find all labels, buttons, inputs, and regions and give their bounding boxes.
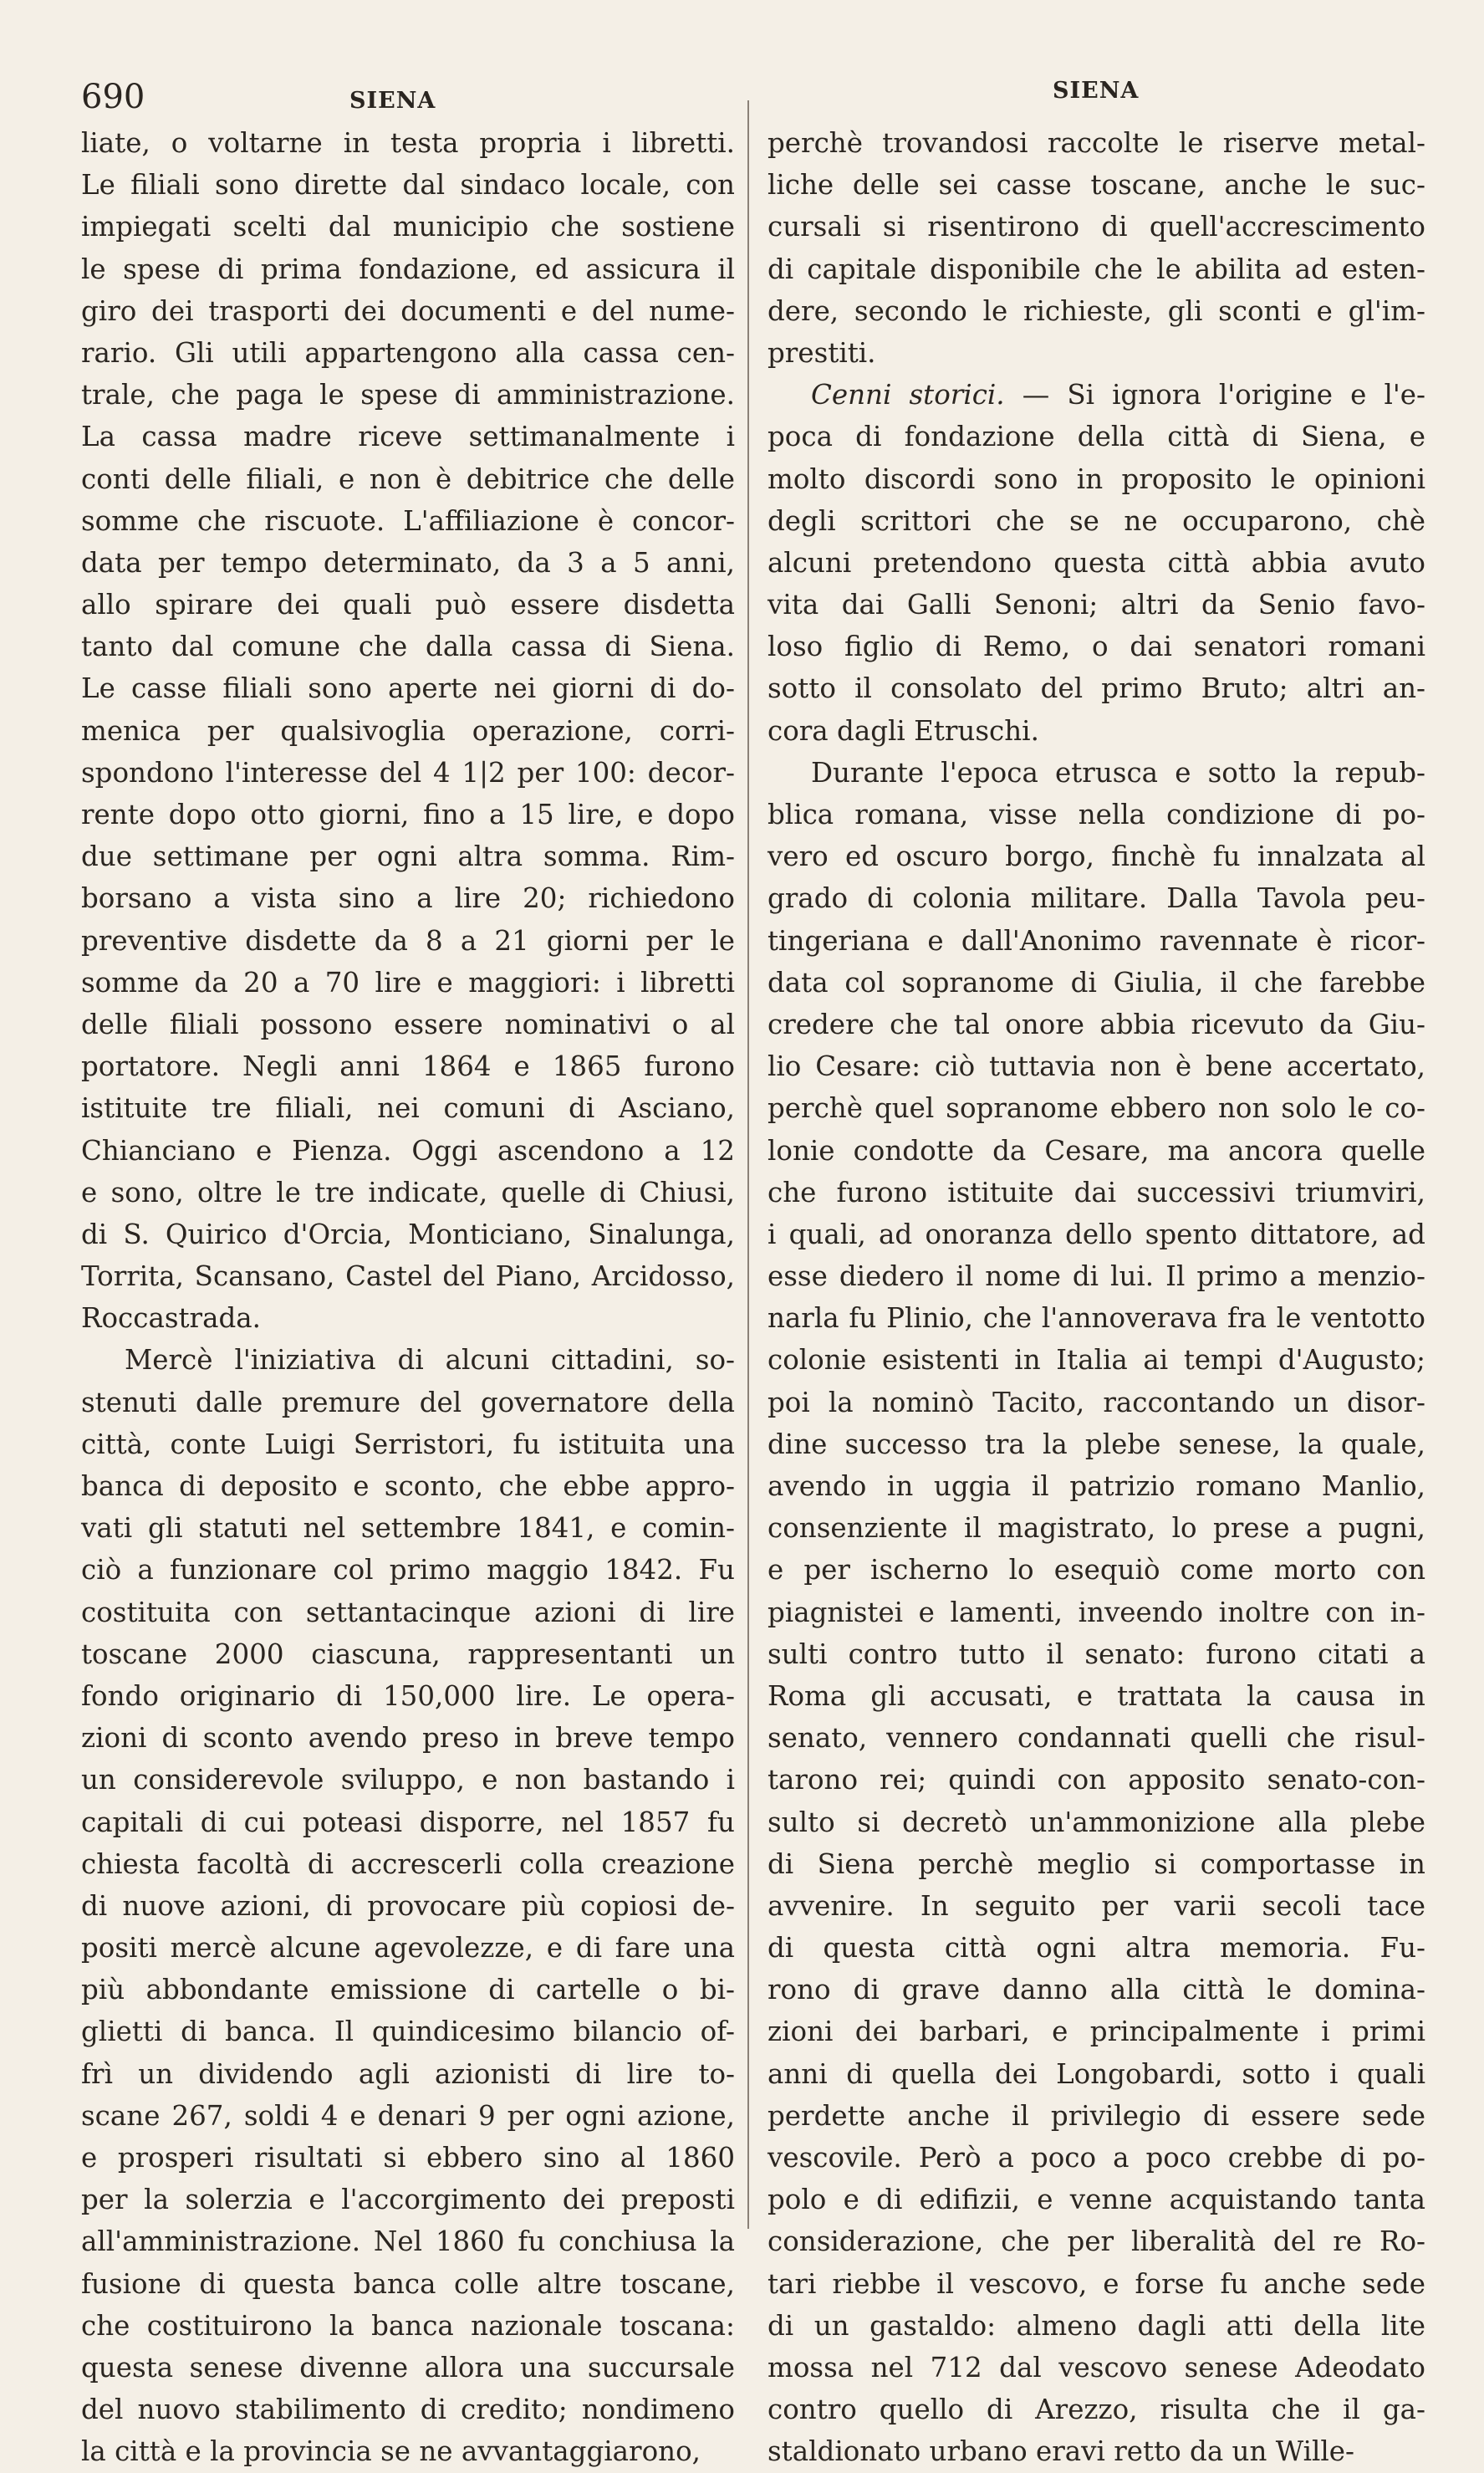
text-line: Le filiali sono dirette dal sindaco locale, con bbox=[81, 169, 735, 202]
text-line: tingeriana e dall'Anonimo ravennate è ricor- bbox=[767, 924, 1425, 957]
text-line: prestiti. bbox=[767, 336, 876, 369]
text-line: banca di deposito e sconto, che ebbe appro- bbox=[81, 1470, 735, 1502]
text-line: un considerevole sviluppo, e non bastando i bbox=[81, 1764, 735, 1796]
text-line: sulto si decretò un'ammonizione alla plebe bbox=[767, 1806, 1425, 1838]
text-line: Torrita, Scansano, Castel del Piano, Arcidosso, bbox=[81, 1260, 735, 1293]
text-line: vati gli statuti nel settembre 1841, e comin- bbox=[81, 1512, 735, 1545]
text-span: — Si ignora l'origine e l'e- bbox=[1004, 379, 1426, 411]
text-line: preventive disdette da 8 a 21 giorni per le bbox=[81, 924, 735, 957]
text-line: liate, o voltarne in testa propria i libretti. bbox=[81, 127, 735, 159]
text-line: avendo in uggia il patrizio romano Manlio, bbox=[767, 1470, 1425, 1502]
text-line: poca di fondazione della città di Siena, e bbox=[767, 421, 1425, 453]
text-line: Mercè l'iniziativa di alcuni cittadini, so- bbox=[125, 1344, 735, 1377]
text-line: di Siena perchè meglio si comportasse in bbox=[767, 1847, 1425, 1880]
text-line: somme da 20 a 70 lire e maggiori: i libretti bbox=[81, 966, 735, 999]
text-line: e per ischerno lo esequiò come morto con bbox=[767, 1554, 1425, 1587]
text-line: per la solerzia e l'accorgimento dei preposti bbox=[81, 2184, 735, 2216]
left-column bbox=[81, 122, 735, 2473]
text-line: fusione di questa banca colle altre toscane, bbox=[81, 2267, 735, 2300]
text-line: toscane 2000 ciascuna, rappresentanti un bbox=[81, 1638, 735, 1670]
text-line: liche delle sei casse toscane, anche le suc- bbox=[767, 169, 1425, 202]
text-line: poi la nominò Tacito, raccontando un disor- bbox=[767, 1386, 1425, 1418]
text-line: frì un dividendo agli azionisti di lire to- bbox=[81, 2057, 735, 2090]
text-line: di un gastaldo: almeno dagli atti della lite bbox=[767, 2309, 1425, 2342]
text-line: rente dopo otto giorni, fino a 15 lire, e dopo bbox=[81, 799, 735, 830]
text-line: che furono istituite dai successivi triumviri, bbox=[767, 1176, 1425, 1208]
text-line: perchè trovandosi raccolte le riserve metal- bbox=[767, 127, 1425, 159]
text-line: giro dei trasporti dei documenti e del nume- bbox=[81, 294, 735, 327]
text-line: rono di grave danno alla città le domina- bbox=[767, 1974, 1425, 2006]
text-line: e sono, oltre le tre indicate, quelle di Chiusi, bbox=[81, 1176, 735, 1208]
page-number: 690 bbox=[81, 78, 145, 116]
text-line: scane 267, soldi 4 e denari 9 per ogni azione, bbox=[81, 2099, 735, 2132]
text-line: dere, secondo le richieste, gli sconti e gl'im- bbox=[767, 294, 1425, 327]
text-line: esse diedero il nome di lui. Il primo a menzio- bbox=[767, 1260, 1425, 1293]
text-line: cora dagli Etruschi. bbox=[767, 714, 1039, 747]
text-line: avvenire. In seguito per varii secoli tace bbox=[767, 1889, 1425, 1922]
text-line: istituite tre filiali, nei comuni di Asciano, bbox=[81, 1092, 735, 1125]
text-line: contro quello di Arezzo, risulta che il ga- bbox=[767, 2394, 1425, 2426]
text-line: costituita con settantacinque azioni di lire bbox=[81, 1596, 735, 1628]
text-line: lio Cesare: ciò tuttavia non è bene accertato, bbox=[767, 1050, 1425, 1083]
text-line: sotto il consolato del primo Bruto; altri an- bbox=[767, 672, 1425, 705]
text-line: Chianciano e Pienza. Oggi ascendono a 12 bbox=[81, 1134, 735, 1167]
text-line: lonie condotte da Cesare, ma ancora quelle bbox=[767, 1134, 1425, 1167]
text-line: Le casse filiali sono aperte nei giorni di do- bbox=[81, 672, 735, 705]
text-line: vita dai Galli Senoni; altri da Senio favo- bbox=[767, 589, 1425, 621]
text-line: somme che riscuote. L'affiliazione è concor- bbox=[81, 504, 735, 537]
text-line: cursali si risentirono di quell'accrescimento bbox=[767, 211, 1425, 243]
text-line: zioni dei barbari, e principalmente i primi bbox=[767, 2016, 1425, 2048]
text-line: questa senese divenne allora una succursale bbox=[81, 2351, 735, 2384]
text-line: conti delle filiali, e non è debitrice che delle bbox=[81, 462, 735, 495]
text-line: menica per qualsivoglia operazione, corri- bbox=[81, 714, 735, 747]
text-line: i quali, ad onoranza dello spento dittatore, ad bbox=[767, 1218, 1425, 1250]
running-head-right: SIENA bbox=[1053, 78, 1140, 104]
text-line: di questa città ogni altra memoria. Fu- bbox=[767, 1932, 1425, 1965]
running-head-left: SIENA bbox=[349, 88, 436, 114]
text-line: dine successo tra la plebe senese, la quale, bbox=[767, 1428, 1425, 1460]
section-heading: Cenni storici. bbox=[811, 379, 1005, 411]
text-line: rario. Gli utili appartengono alla cassa cen- bbox=[81, 336, 735, 369]
text-line: vescovile. Però a poco a poco crebbe di po- bbox=[767, 2142, 1425, 2174]
text-line: glietti di banca. Il quindicesimo bilancio of- bbox=[81, 2016, 735, 2048]
text-line: Roccastrada. bbox=[81, 1302, 261, 1335]
text-line: di S. Quirico d'Orcia, Monticiano, Sinalunga, bbox=[81, 1218, 735, 1250]
text-line: anni di quella dei Longobardi, sotto i quali bbox=[767, 2057, 1425, 2090]
text-line: grado di colonia militare. Dalla Tavola peu- bbox=[767, 882, 1425, 915]
column-divider bbox=[747, 100, 749, 2229]
text-line: la città e la provincia se ne avvantaggiarono, bbox=[81, 2435, 701, 2468]
text-line: che costituirono la banca nazionale toscana: bbox=[81, 2309, 735, 2342]
right-column bbox=[767, 122, 1425, 2473]
text-line: alcuni pretendono questa città abbia avuto bbox=[767, 546, 1425, 579]
text-line: data col sopranome di Giulia, il che farebbe bbox=[767, 966, 1425, 999]
text-line: più abbondante emissione di cartelle o bi- bbox=[81, 1974, 735, 2006]
text-line: polo e di edifizii, e venne acquistando tanta bbox=[767, 2184, 1425, 2216]
text-line: narla fu Plinio, che l'annoverava fra le ventotto bbox=[767, 1302, 1425, 1335]
text-line: di nuove azioni, di provocare più copiosi de- bbox=[81, 1889, 735, 1922]
text-line: zioni di sconto avendo preso in breve tempo bbox=[81, 1722, 735, 1755]
text-line: trale, che paga le spese di amministrazione. bbox=[81, 379, 735, 411]
text-line: ciò a funzionare col primo maggio 1842. Fu bbox=[81, 1554, 735, 1587]
text-line: spondono l'interesse del 4 1|2 per 100: decor- bbox=[81, 756, 735, 789]
text-line: portatore. Negli anni 1864 e 1865 furono bbox=[81, 1050, 735, 1083]
text-line: Durante l'epoca etrusca e sotto la repub- bbox=[811, 756, 1425, 789]
text-line: impiegati scelti dal municipio che sostiene bbox=[81, 211, 735, 243]
text-line: città, conte Luigi Serristori, fu istituita una bbox=[81, 1428, 735, 1460]
text-line: consenziente il magistrato, lo prese a pugni, bbox=[767, 1512, 1425, 1545]
text-line: due settimane per ogni altra somma. Rim- bbox=[81, 841, 735, 873]
text-line: borsano a vista sino a lire 20; richiedono bbox=[81, 882, 735, 915]
text-line: stenuti dalle premure del governatore della bbox=[81, 1386, 735, 1418]
text-line: sulti contro tutto il senato: furono citati a bbox=[767, 1638, 1425, 1670]
text-line: tanto dal comune che dalla cassa di Siena. bbox=[81, 631, 735, 663]
text-line: positi mercè alcune agevolezze, e di fare una bbox=[81, 1932, 735, 1965]
text-line: delle filiali possono essere nominativi o al bbox=[81, 1008, 735, 1040]
text-line: di capitale disponibile che le abilita ad esten- bbox=[767, 253, 1425, 285]
text-line: allo spirare dei quali può essere disdetta bbox=[81, 589, 735, 621]
text-line: degli scrittori che se ne occuparono, chè bbox=[767, 504, 1425, 537]
text-line: tarono rei; quindi con apposito senato-con- bbox=[767, 1764, 1425, 1796]
text-line: considerazione, che per liberalità del re Ro- bbox=[767, 2225, 1425, 2258]
text-line: loso figlio di Remo, o dai senatori romani bbox=[767, 631, 1425, 663]
text-line: tari riebbe il vescovo, e forse fu anche sede bbox=[767, 2267, 1425, 2300]
text-line: all'amministrazione. Nel 1860 fu conchiusa la bbox=[81, 2225, 735, 2258]
text-line: Roma gli accusati, e trattata la causa in bbox=[767, 1679, 1425, 1712]
text-line: staldionato urbano eravi retto da un Wille- bbox=[767, 2435, 1354, 2468]
text-line: La cassa madre riceve settimanalmente i bbox=[81, 421, 735, 453]
text-line: credere che tal onore abbia ricevuto da Giu- bbox=[767, 1008, 1425, 1040]
text-line: fondo originario di 150,000 lire. Le opera- bbox=[81, 1679, 735, 1712]
text-line: senato, vennero condannati quelli che risul- bbox=[767, 1722, 1425, 1755]
text-line: chiesta facoltà di accrescerli colla creazione bbox=[81, 1847, 735, 1880]
text-line: capitali di cui poteasi disporre, nel 1857 fu bbox=[81, 1806, 735, 1838]
text-line: colonie esistenti in Italia ai tempi d'Augusto; bbox=[767, 1344, 1425, 1377]
text-line: piagnistei e lamenti, inveendo inoltre con in- bbox=[767, 1596, 1425, 1628]
text-line: data per tempo determinato, da 3 a 5 anni, bbox=[81, 546, 735, 579]
text-line: del nuovo stabilimento di credito; nondimeno bbox=[81, 2394, 735, 2426]
text-line: perdette anche il privilegio di essere sede bbox=[767, 2099, 1425, 2132]
text-line: vero ed oscuro borgo, finchè fu innalzata al bbox=[767, 841, 1425, 873]
text-line bbox=[767, 374, 1425, 416]
text-line: blica romana, visse nella condizione di po- bbox=[767, 799, 1425, 830]
text-line: molto discordi sono in proposito le opinioni bbox=[767, 462, 1425, 495]
text-line: mossa nel 712 dal vescovo senese Adeodato bbox=[767, 2351, 1425, 2384]
text-line: e prosperi risultati si ebbero sino al 1860 bbox=[81, 2142, 735, 2174]
text-line: perchè quel sopranome ebbero non solo le co- bbox=[767, 1092, 1425, 1125]
text-line: le spese di prima fondazione, ed assicura il bbox=[81, 253, 735, 285]
